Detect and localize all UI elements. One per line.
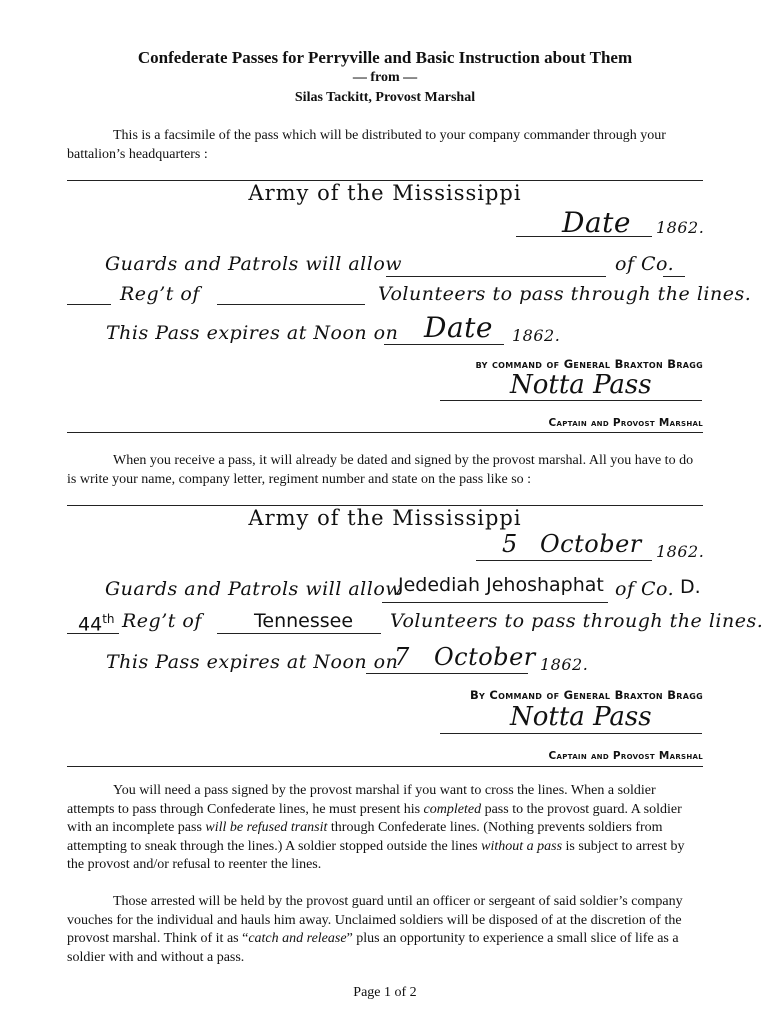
- pass2-state-line: [217, 633, 381, 634]
- command-line: by command of General Braxton Bragg: [475, 357, 703, 371]
- pass2-exp-day: 7: [394, 643, 410, 671]
- pass-bottom-rule: [67, 432, 703, 433]
- regt-text: Reg’t of: [120, 283, 200, 305]
- pass2-exp-year: 1862.: [540, 655, 589, 674]
- expires-year-text: 1862.: [512, 326, 561, 345]
- signature-line: [440, 400, 702, 401]
- pass2-regt-text: Reg’t of: [122, 610, 202, 632]
- pass2-year: 1862.: [656, 542, 705, 561]
- expires-date-line: [384, 344, 504, 345]
- name-line: [386, 276, 606, 277]
- pass2-guards-text: Guards and Patrols will allow: [105, 578, 403, 600]
- volunteers-text: Volunteers to pass through the lines.: [378, 283, 752, 305]
- from-line: — from —: [352, 70, 418, 85]
- pass2-command-line: By Command of General Braxton Bragg: [469, 688, 703, 702]
- pass2-captain-title: Captain and Provost Marshal: [548, 750, 703, 762]
- expires-date-field: Date: [424, 311, 493, 344]
- pass2-volunteers-text: Volunteers to pass through the lines.: [390, 610, 764, 632]
- pass2-bottom-rule: [67, 766, 703, 767]
- pass2-day: 5: [502, 530, 518, 558]
- regt-num-line: [67, 304, 111, 305]
- signature: Notta Pass: [510, 370, 652, 400]
- pass2-month: October: [540, 530, 642, 558]
- middle-paragraph: When you receive a pass, it will already be dated and signed by the provost marshal. All you have to do is write your name, company letter, regiment number and state on the pass like so :: [67, 453, 694, 487]
- pass2-of-co-text: of Co.: [615, 578, 675, 600]
- pass2-signature: Notta Pass: [510, 702, 652, 732]
- guards-text: Guards and Patrols will allow: [105, 253, 403, 275]
- date-field: Date: [562, 206, 631, 239]
- intro-paragraph: This is a facsimile of the pass which will be distributed to your company commander through your battalion’s headquarters :: [67, 128, 666, 162]
- pass2-signature-line: [440, 733, 702, 734]
- pass2-expires-line: [366, 673, 528, 674]
- state-line: [217, 304, 365, 305]
- pass2-company: D.: [680, 576, 701, 598]
- arrest-paragraph: Those arrested will be held by the provost guard until an officer or sergeant of said soldier’s company vouches for the individual and hauls him away. Unclaimed soldiers will be disposed of at the discretion of the provost marshal. Think of it as “catch and release” plus an opportunity to experience a small slice of life as a soldier with and without a pass.: [67, 894, 683, 965]
- pass2-state: Tennessee: [254, 610, 354, 632]
- pass2-date-line: [476, 560, 652, 561]
- pass-army-heading: Army of the Mississippi: [248, 181, 522, 205]
- company-line: [663, 276, 685, 277]
- page-title: Confederate Passes for Perryville and Basic Instruction about Them: [137, 48, 633, 67]
- author-line: Silas Tackitt, Provost Marshal: [294, 90, 476, 105]
- pass2-name: Jedediah Jehoshaphat: [398, 574, 604, 596]
- pass2-name-line: [382, 602, 608, 603]
- year-text: 1862.: [656, 218, 705, 237]
- pass2-expires-text: This Pass expires at Noon on: [106, 651, 399, 673]
- page-number: Page 1 of 2: [353, 985, 417, 1000]
- pass2-exp-month: October: [434, 643, 536, 671]
- pass2-regt-num: 44th: [78, 612, 115, 636]
- instructions-paragraph: You will need a pass signed by the provost marshal if you want to cross the lines. When a soldier attempts to pass through Confederate lines, he must present his completed pass to the provost guard. A soldier with an incomplete pass will be refused transit through Confederate lines. (Nothing prevents soldiers from attempting to sneak through the lines.) A soldier stopped outside the lines without a pass is subject to arrest by the provost and/or refusal to reenter the lines.: [67, 783, 685, 873]
- captain-title: Captain and Provost Marshal: [548, 417, 703, 429]
- expires-text: This Pass expires at Noon on: [106, 322, 399, 344]
- of-co-text: of Co.: [615, 253, 675, 275]
- pass2-army-heading: Army of the Mississippi: [248, 506, 522, 530]
